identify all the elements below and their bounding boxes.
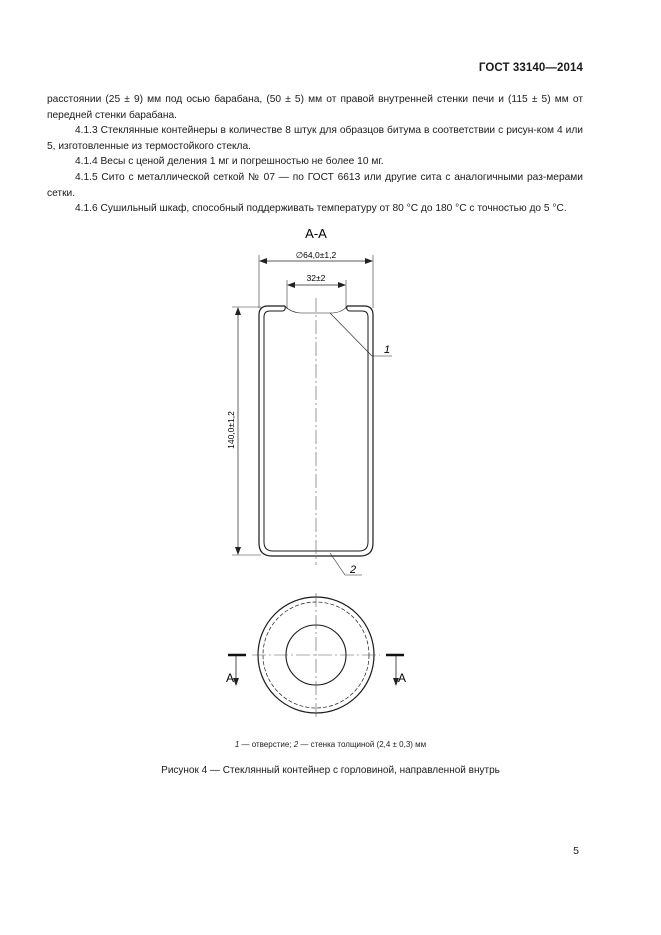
callout-1-label: 1	[384, 344, 391, 356]
figure-caption: Рисунок 4 — Стеклянный контейнер с горловиной, направленной внутрь	[161, 765, 500, 776]
paragraph: 4.1.6 Сушильный шкаф, способный поддерживать температуру от 80 °С до 180 °С с точностью до 5 °С.	[75, 203, 567, 215]
paragraph: 4.1.5 Сито с металлической сеткой № 07 — по ГОСТ 6613 или другие сита с аналогичными раз-мерами сетки.	[47, 171, 583, 199]
container-top-view	[252, 593, 380, 717]
callout-2-label: 2	[350, 564, 357, 576]
outer-diameter-label: ∅64,0±1,2	[295, 250, 337, 260]
paragraph: 4.1.4 Весы с ценой деления 1 мг и погрешностью не более 10 мг.	[75, 156, 384, 168]
height-dimension-label: 140,0±1,2	[226, 411, 236, 449]
paragraph: расстоянии (25 ± 9) мм под осью барабана, (50 ± 5) мм от правой внутренней стенки печи и (115 ± 5) мм от передней стенки барабана.	[47, 94, 583, 121]
legend-text-2: — стенка толщиной (2,4 ± 0,3) мм	[298, 740, 427, 749]
neck-dimension	[287, 273, 346, 309]
page-number: 5	[573, 845, 579, 857]
container-section	[259, 298, 373, 565]
cut-label-right: А	[397, 671, 407, 685]
cut-label-left: А	[225, 671, 235, 685]
section-label: А-А	[305, 226, 327, 241]
legend-text-1: — отверстие;	[239, 740, 294, 749]
legend-number-1: 1	[234, 740, 240, 749]
legend-number-2: 2	[293, 740, 299, 749]
document-header: ГОСТ 33140—2014	[478, 62, 583, 74]
paragraph: 4.1.3 Стеклянные контейнеры в количестве 8 штук для образцов битума в соответствии с рисун-ком 4 или 5, изготовленные из термостойкого стекла.	[47, 125, 583, 152]
callout-1	[330, 313, 392, 356]
height-dimension	[226, 307, 261, 555]
neck-dimension-label: 32±2	[306, 273, 326, 283]
figure-legend	[0, 740, 661, 749]
